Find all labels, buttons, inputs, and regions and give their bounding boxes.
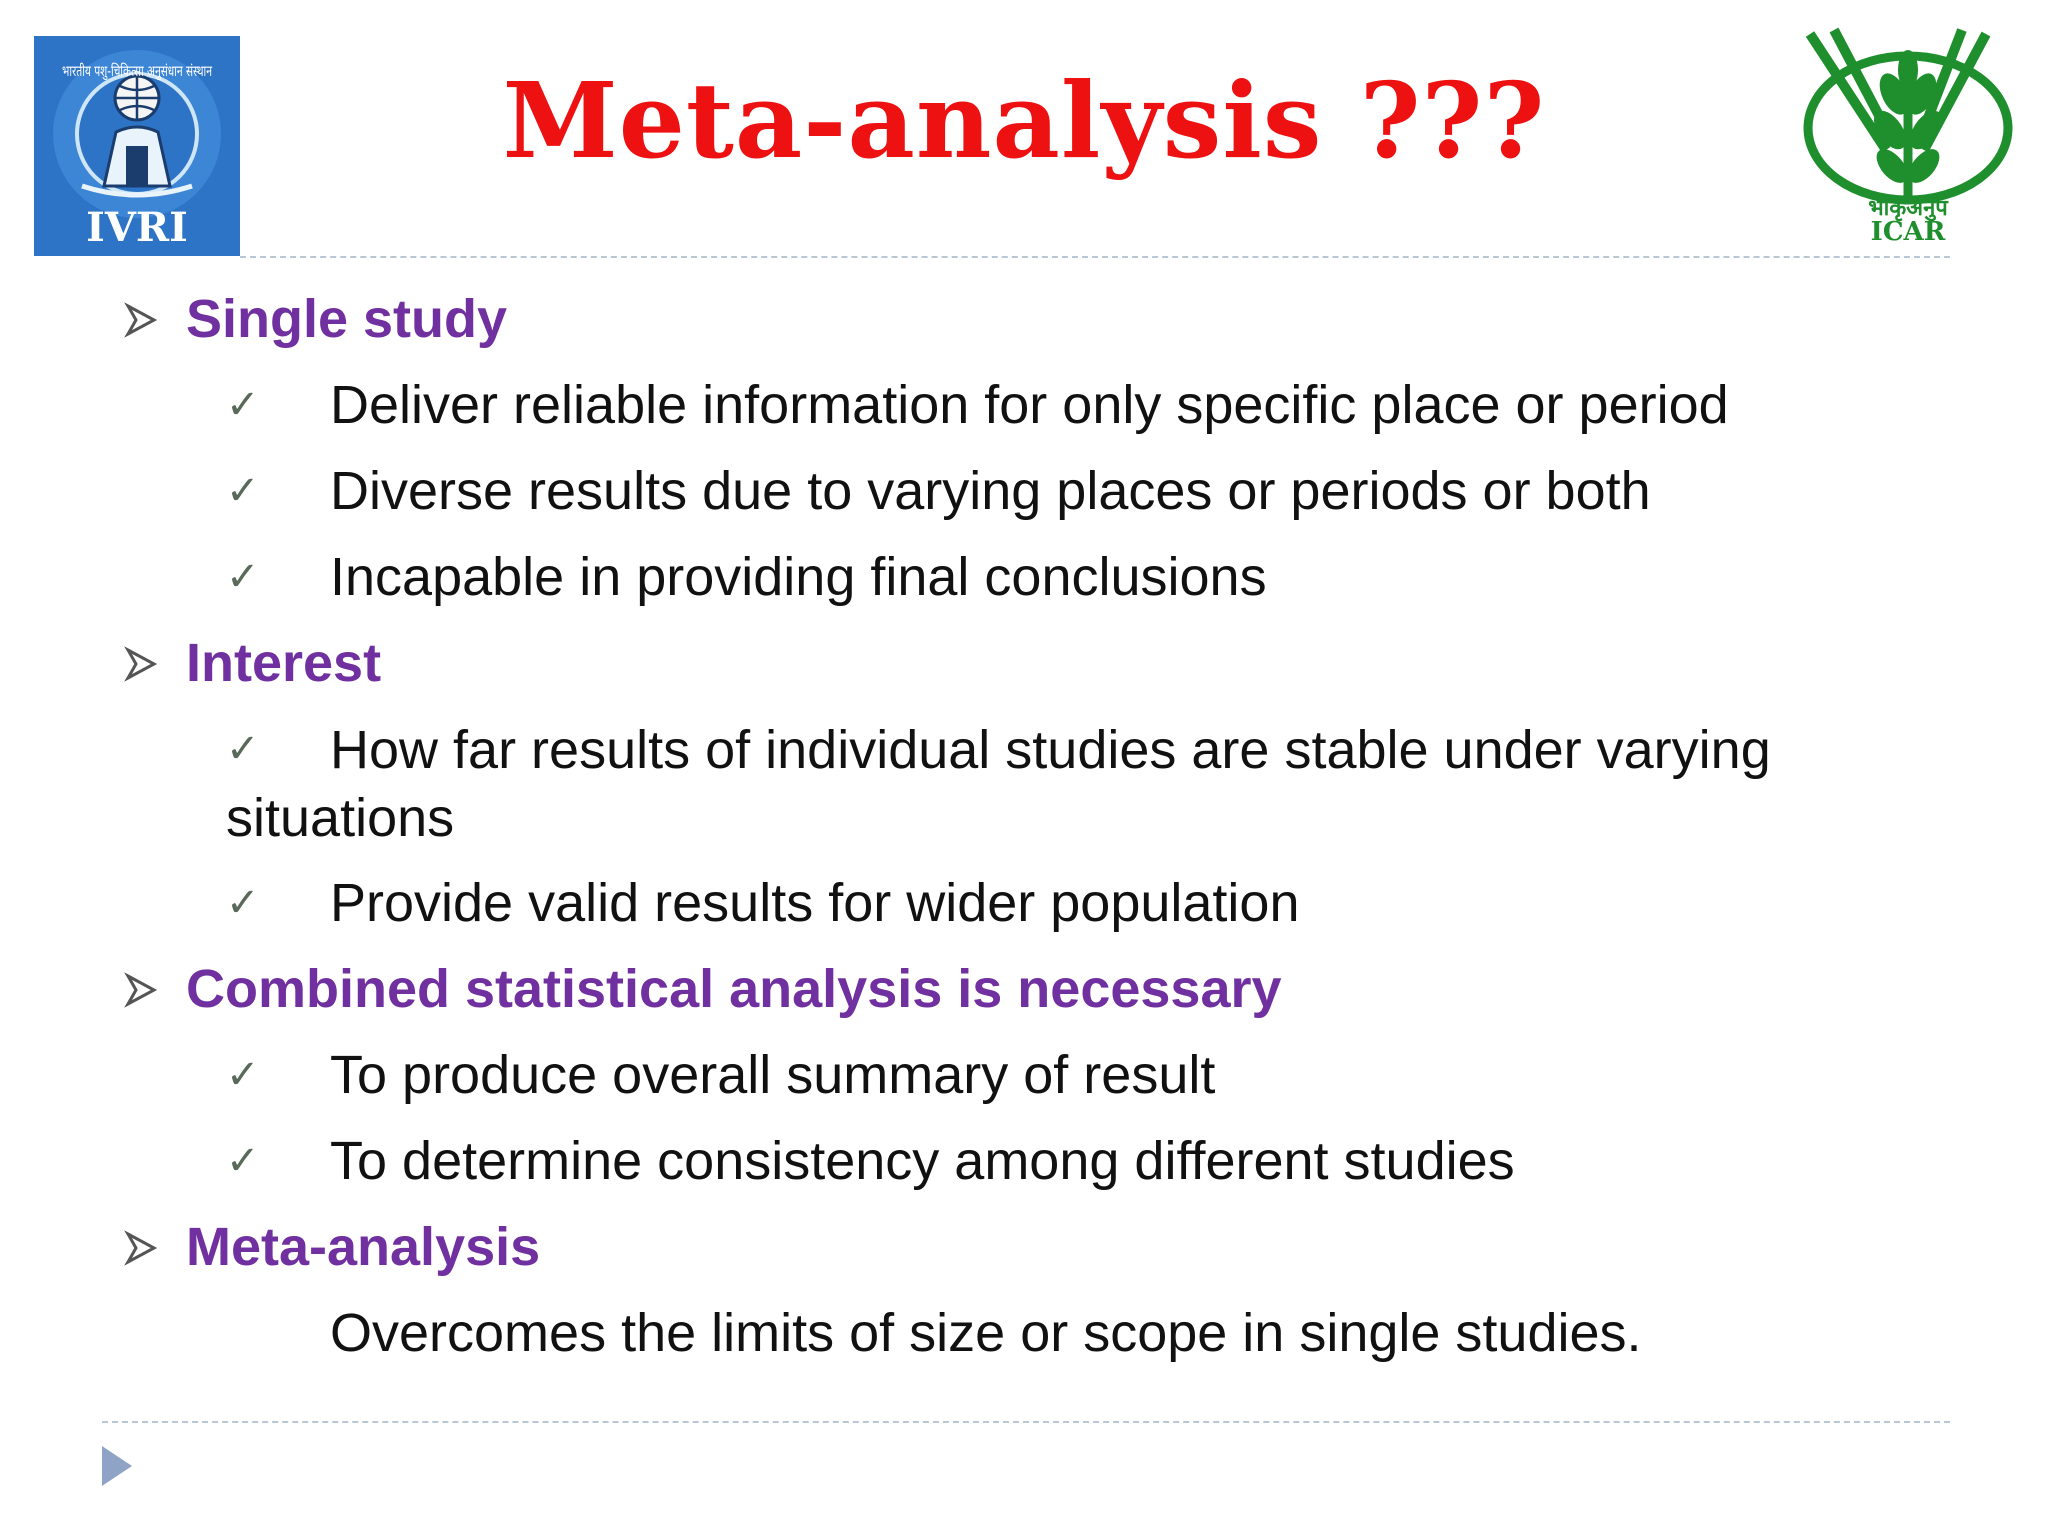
section-heading: Single study bbox=[186, 289, 508, 349]
icar-caption: ICAR bbox=[1870, 217, 1946, 247]
section-heading: Interest bbox=[186, 633, 382, 693]
list-item-text: Provide valid results for wider population bbox=[330, 873, 1300, 933]
ivri-caption: IVRI bbox=[86, 204, 188, 251]
check-icon: ✓ bbox=[226, 726, 260, 772]
check-icon: ✓ bbox=[226, 1138, 260, 1184]
list-item-text: Deliver reliable information for only specific place or period bbox=[330, 375, 1729, 435]
section-heading: Combined statistical analysis is necessary bbox=[186, 959, 1282, 1019]
arrow-bullet-icon bbox=[124, 1228, 160, 1268]
ivri-ring-text: भारतीय पशु-चिकित्सा अनुसंधान संस्थान bbox=[62, 62, 279, 80]
arrow-bullet-icon bbox=[124, 300, 160, 340]
arrow-bullet-icon bbox=[124, 644, 160, 684]
icar-caption-hindi: भाकृअनुप bbox=[1868, 196, 1948, 221]
list-item-text: To determine consistency among different studies bbox=[330, 1131, 1515, 1191]
arrow-bullet-icon bbox=[124, 970, 160, 1010]
check-icon: ✓ bbox=[226, 468, 260, 514]
check-icon: ✓ bbox=[226, 382, 260, 428]
slide-title: Meta-analysis ??? bbox=[502, 59, 1546, 182]
check-icon: ✓ bbox=[226, 554, 260, 600]
next-slide-icon[interactable] bbox=[100, 1444, 134, 1488]
section-heading: Meta-analysis bbox=[186, 1217, 541, 1277]
list-item-text: To produce overall summary of result bbox=[330, 1045, 1216, 1105]
check-icon: ✓ bbox=[226, 880, 260, 926]
list-item-text: Diverse results due to varying places or periods or both bbox=[330, 461, 1651, 521]
list-item-text: Incapable in providing final conclusions bbox=[330, 547, 1267, 607]
check-icon: ✓ bbox=[226, 1052, 260, 1098]
list-item-text: How far results of individual studies are stable under varying situations bbox=[226, 720, 1771, 848]
section-note: Overcomes the limits of size or scope in single studies. bbox=[330, 1303, 1642, 1363]
